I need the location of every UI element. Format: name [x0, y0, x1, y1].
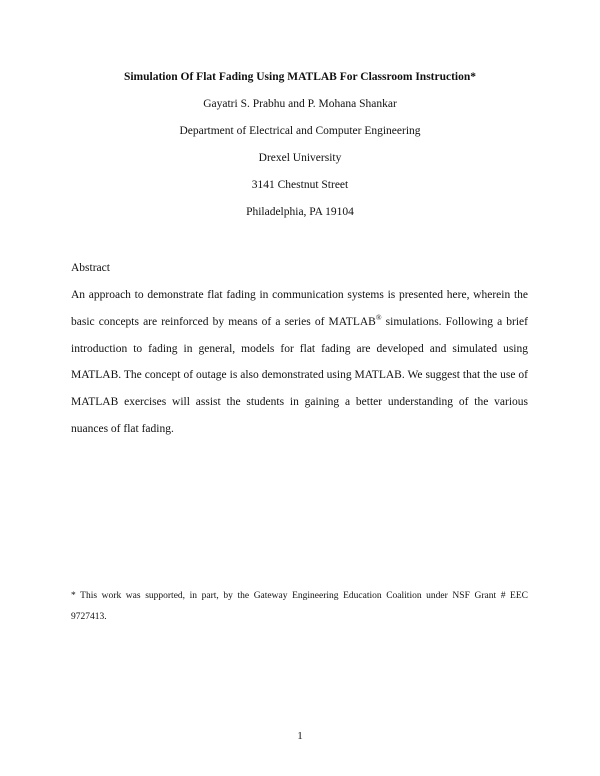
- page-number: 1: [297, 730, 303, 742]
- city-line: Philadelphia, PA 19104: [246, 206, 354, 218]
- abstract-text-part-1: An approach to demonstrate flat fading in communication systems is presented here, wherein the basic concepts are reinforced by means of a series of MATLAB: [71, 289, 528, 328]
- paper-title: Simulation Of Flat Fading Using MATLAB For Classroom Instruction*: [123, 71, 477, 83]
- funding-footnote: * This work was supported, in part, by the Gateway Engineering Education Coalition under NSF Grant # EEC 9727413.: [71, 591, 528, 622]
- abstract-heading: Abstract: [71, 262, 110, 274]
- university-line: Drexel University: [258, 152, 342, 164]
- abstract-text-part-2: simulations. Following a brief introduction to fading in general, models for flat fading are developed and simulated using MATLAB. The concept of outage is also demonstrated using MATLAB. We suggest that the use of MATLAB exercises will assist the students in gaining a better understanding of the various nuances of flat fading.: [71, 315, 528, 435]
- registered-trademark-mark: ®: [375, 312, 382, 322]
- author-names: Gayatri S. Prabhu and P. Mohana Shankar: [203, 98, 397, 110]
- street-line: 3141 Chestnut Street: [251, 179, 349, 191]
- abstract-paragraph: [71, 282, 528, 443]
- department-line: Department of Electrical and Computer Engineering: [179, 125, 421, 137]
